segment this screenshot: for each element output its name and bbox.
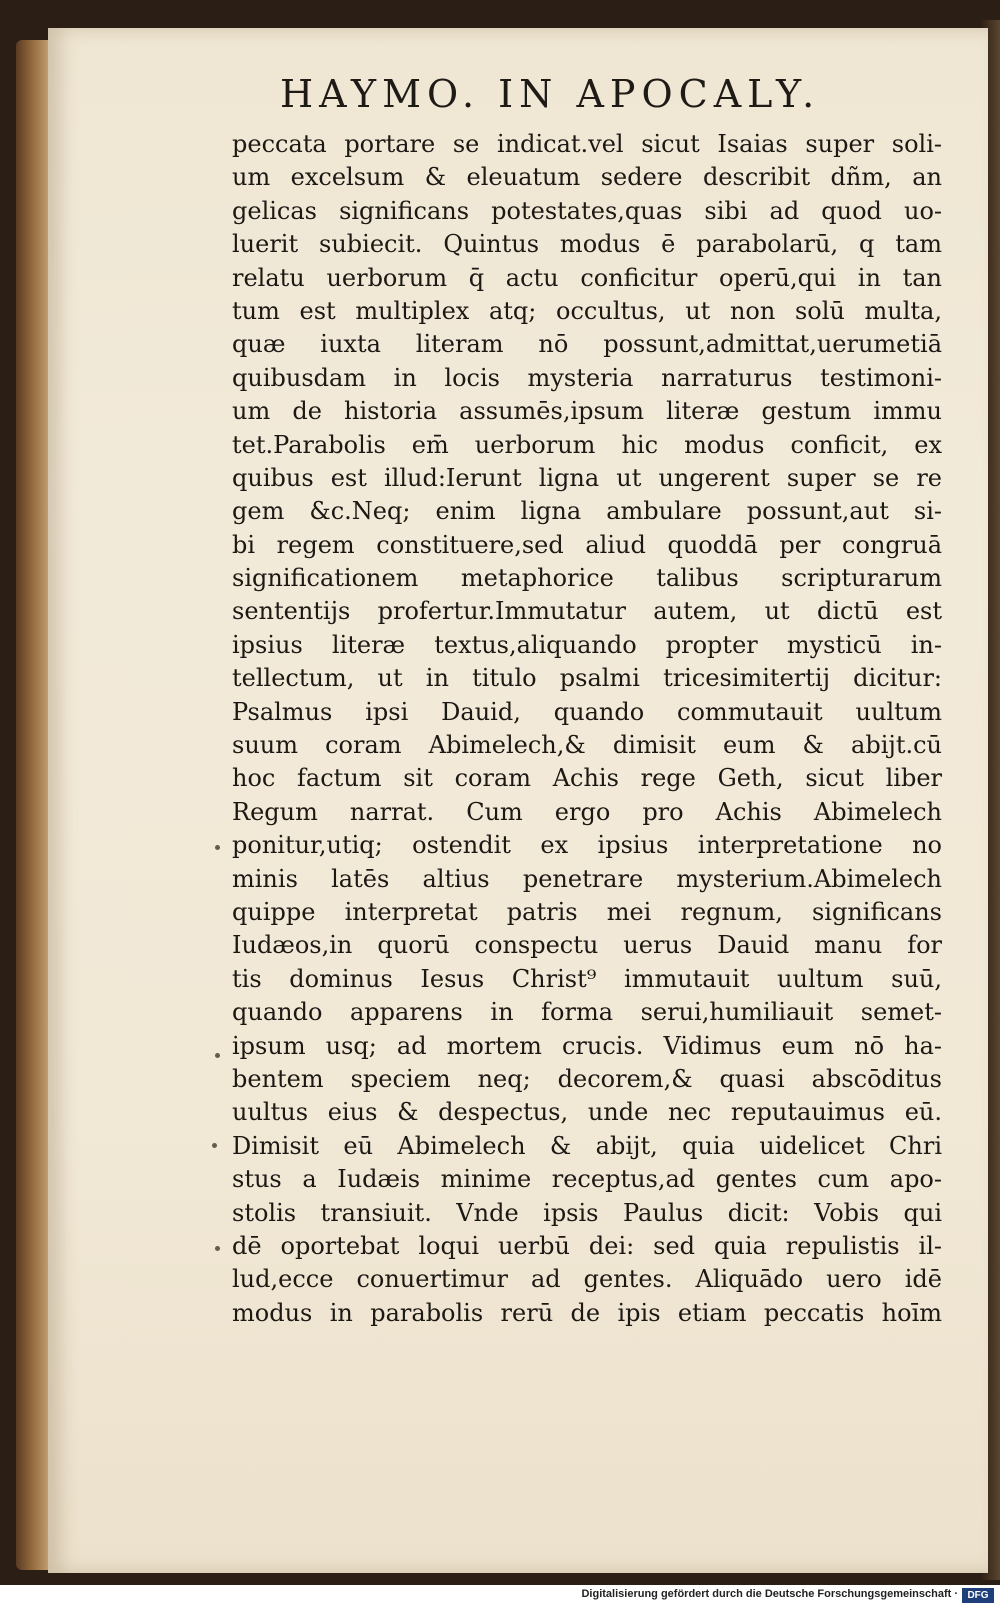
funding-credit: Digitalisierung gefördert durch die Deutsche Forschungsgemeinschaft ·: [581, 1588, 958, 1600]
dfg-logo: DFG: [962, 1588, 994, 1603]
text-line: quæ iuxta literam nō possunt,admittat,uerumetiā: [232, 330, 942, 359]
text-line: stolis transiuit. Vnde ipsis Paulus dicit: Vobis qui: [232, 1198, 942, 1227]
text-line: peccata portare se indicat.vel sicut Isaias super soli-: [232, 130, 942, 158]
text-line: ipsum usq; ad mortem crucis. Vidimus eum nō ha-: [232, 1031, 942, 1060]
margin-mark: [212, 1143, 217, 1148]
margin-mark: [215, 845, 220, 850]
footer-bar: [0, 1585, 1000, 1608]
text-line: tum est multiplex atq; occultus, ut non solū multa,: [232, 296, 942, 325]
text-line: lud,ecce conuertimur ad gentes. Aliquādo uero idē: [232, 1265, 942, 1294]
text-line: tis dominus Iesus Christ⁹ immutauit uultum suū,: [232, 964, 942, 993]
text-line: bentem speciem neq; decorem,& quasi abscōditus: [232, 1064, 942, 1093]
text-line: suum coram Abimelech,& dimisit eum & abijt.cū: [232, 731, 942, 760]
text-line: ponitur,utiq; ostendit ex ipsius interpretatione no: [232, 831, 942, 860]
text-line: dē oportebat loqui uerbū dei: sed quia repulistis il-: [232, 1231, 942, 1260]
text-line: quibusdam in locis mysteria narraturus testimoni-: [232, 363, 942, 392]
text-line: tellectum, ut in titulo psalmi tricesimitertij dicitur:: [232, 664, 942, 693]
margin-mark: [215, 1246, 220, 1251]
text-line: Psalmus ipsi Dauid, quando commutauit uultum: [232, 697, 942, 726]
margin-mark: [215, 1053, 220, 1058]
text-line: uultus eius & despectus, unde nec reputauimus eū.: [232, 1098, 942, 1127]
text-line: gelicas significans potestates,quas sibi ad quod uo-: [232, 196, 942, 225]
text-line: modus in parabolis rerū de ipis etiam peccatis hoīm: [232, 1298, 942, 1327]
text-line: minis latēs altius penetrare mysterium.Abimelech: [232, 864, 942, 893]
text-line: gem &c.Neq; enim ligna ambulare possunt,aut si-: [232, 497, 942, 526]
text-line: bi regem constituere,sed aliud quoddā per congruā: [232, 530, 942, 559]
text-line: significationem metaphorice talibus scripturarum: [232, 564, 942, 593]
text-line: relatu uerborum q̄ actu conficitur operū,qui in tan: [232, 263, 942, 292]
text-line: luerit subiecit. Quintus modus ē parabolarū, q tam: [232, 230, 942, 259]
text-line: Regum narrat. Cum ergo pro Achis Abimelech: [232, 797, 942, 826]
running-head: HAYMO. IN APOCALY.: [280, 72, 821, 116]
text-line: quibus est illud:Ierunt ligna ut ungerent super se re: [232, 463, 942, 492]
text-line: hoc factum sit coram Achis rege Geth, sicut liber: [232, 764, 942, 793]
text-line: sententijs profertur.Immutatur autem, ut dictū est: [232, 597, 942, 626]
text-line: um de historia assumēs,ipsum literæ gestum immu: [232, 397, 942, 426]
text-line: stus a Iudæis minime receptus,ad gentes cum apo-: [232, 1165, 942, 1194]
text-line: Dimisit eū Abimelech & abijt, quia uidelicet Chri: [232, 1131, 942, 1160]
text-line: ipsius literæ textus,aliquando propter mysticū in-: [232, 630, 942, 659]
text-line: quando apparens in forma serui,humiliauit semet-: [232, 998, 942, 1027]
text-block: [232, 128, 942, 1330]
text-line: tet.Parabolis em̄ uerborum hic modus conficit, ex: [232, 430, 942, 459]
text-line: um excelsum & eleuatum sedere describit dñm, an: [232, 163, 942, 192]
text-line: Iudæos,in quorū conspectu uerus Dauid manu for: [232, 931, 942, 960]
text-line: quippe interpretat patris mei regnum, significans: [232, 897, 942, 926]
